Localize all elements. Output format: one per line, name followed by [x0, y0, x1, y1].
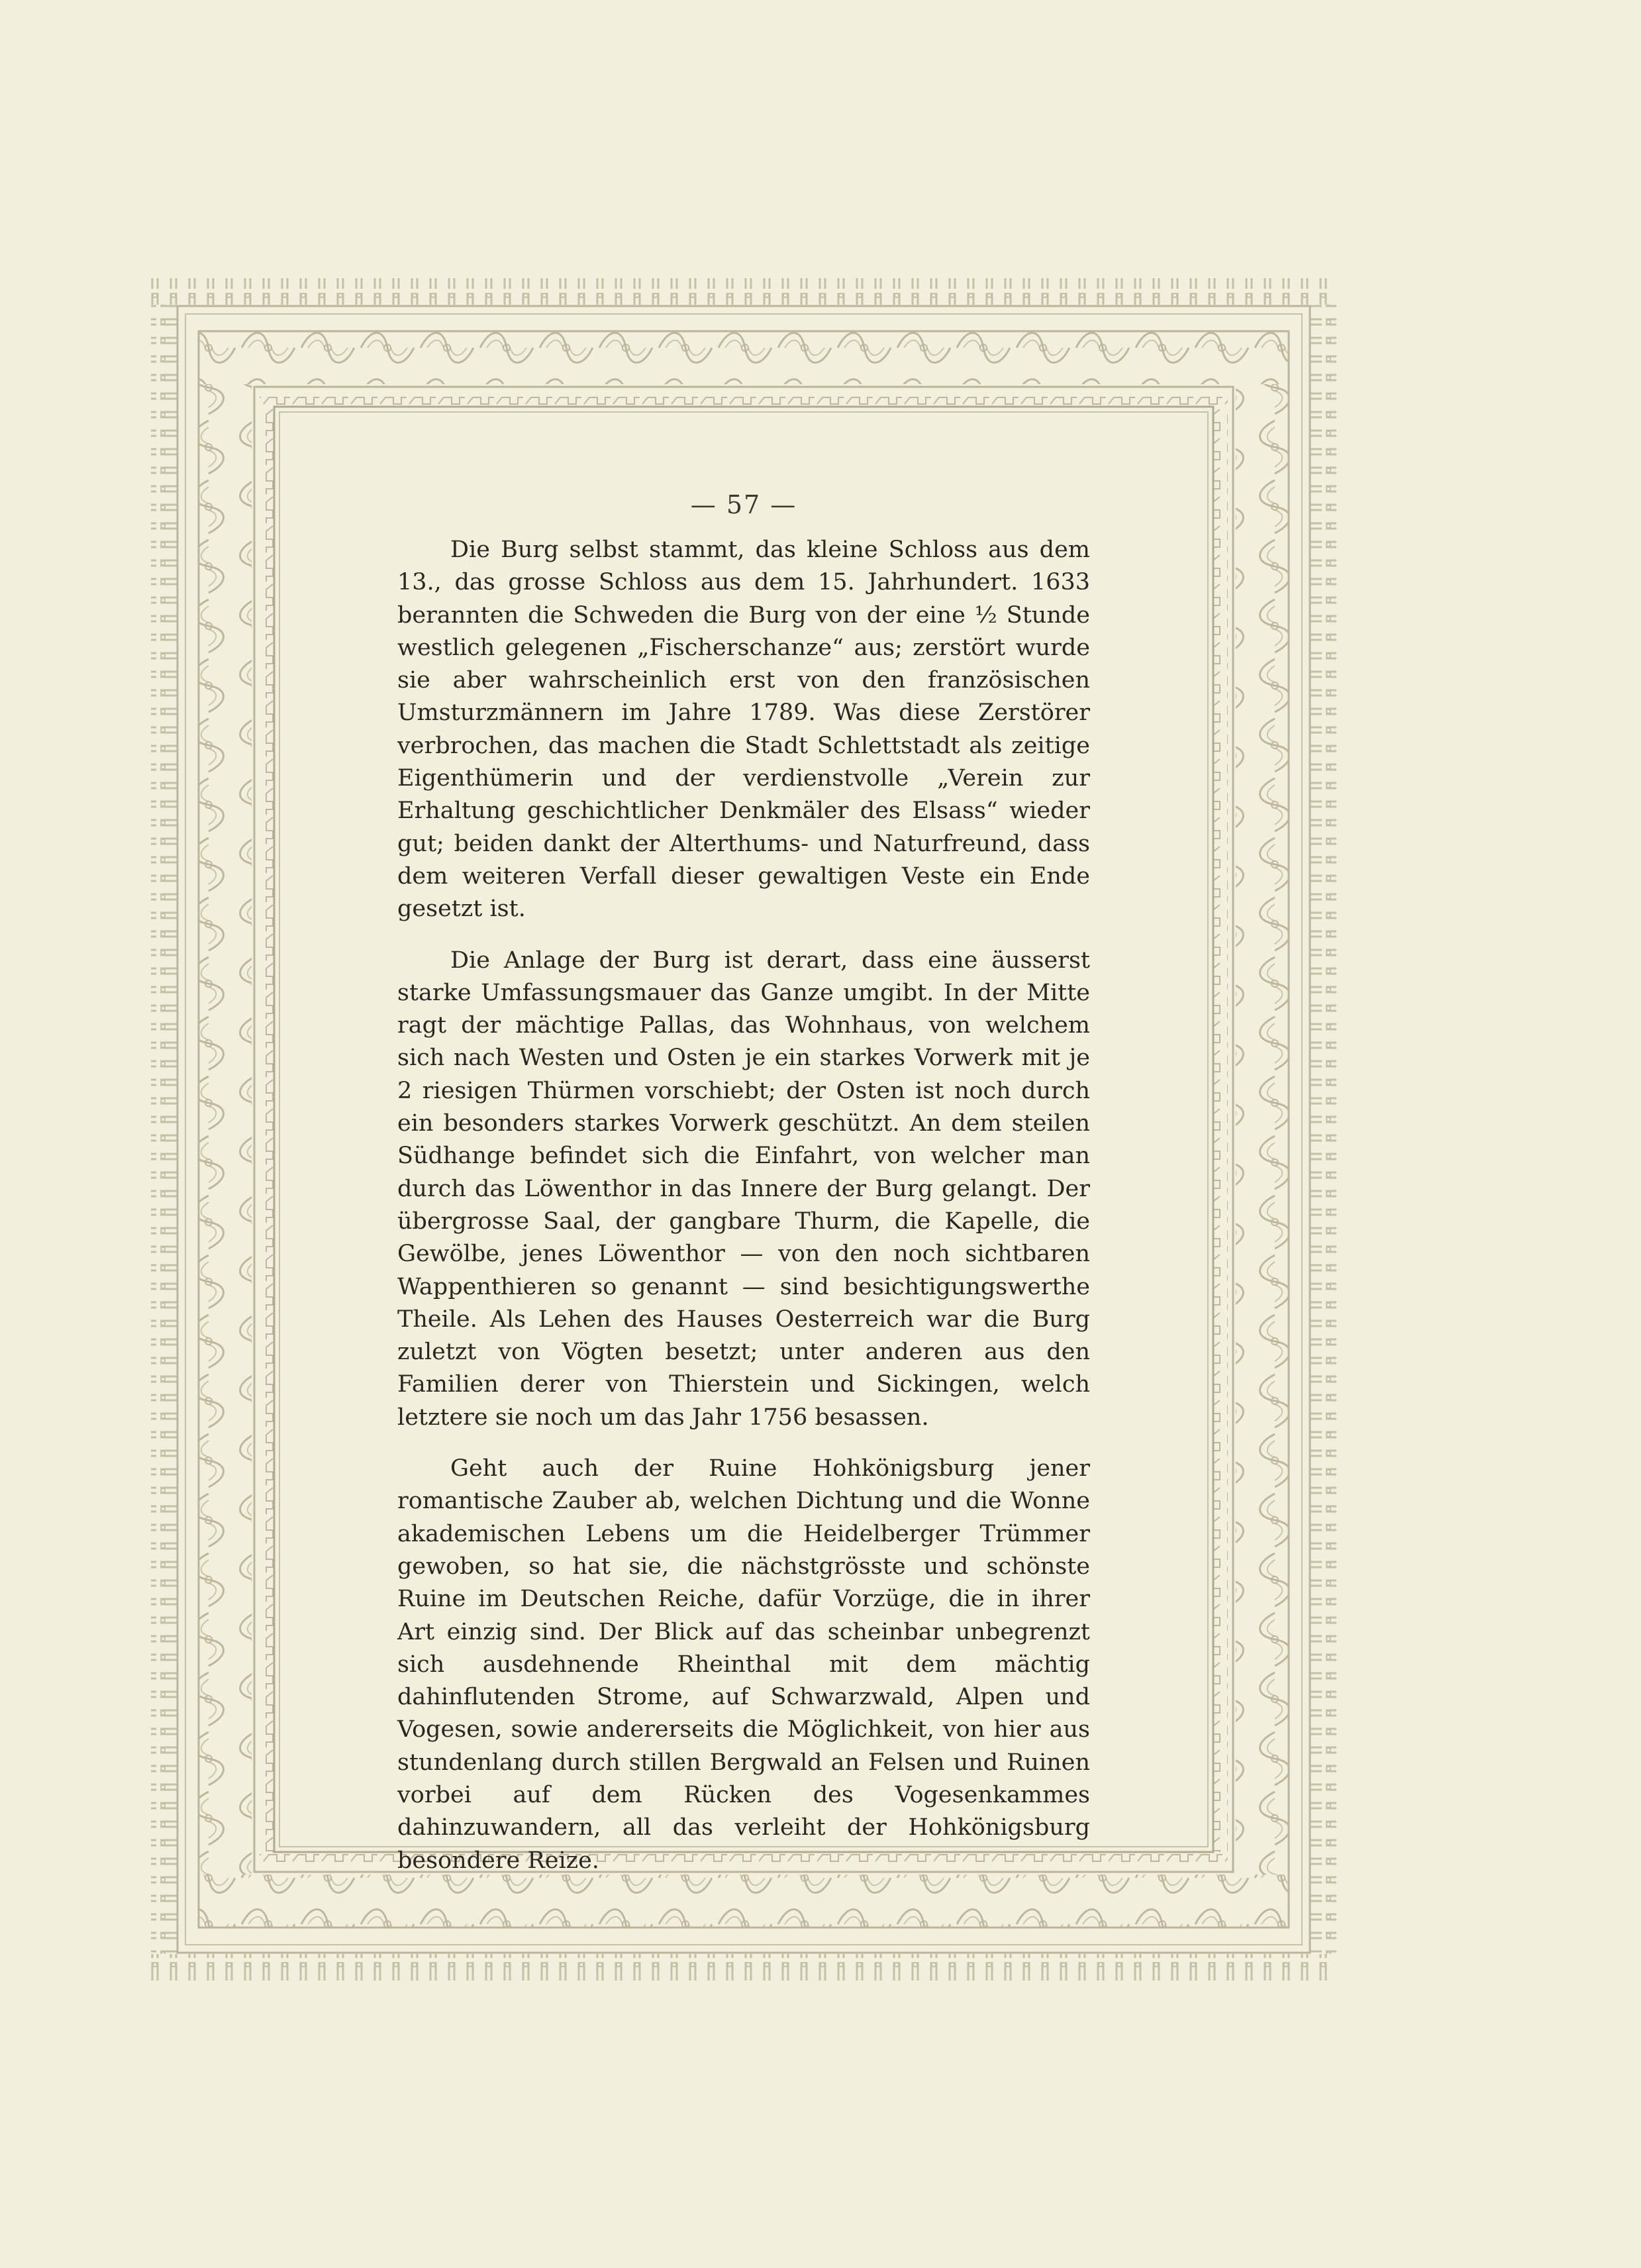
paragraph-3: Geht auch der Ruine Hohkönigsburg jener romantische Zauber ab, welchen Dichtung und die Wonne akademischen Lebens um die Heidelberger Trümmer gewoben, so hat sie, die nächstgrösste und schönste Ruine im Deutschen Reiche, dafür Vorzüge, die in ihrer Art einzig sind. Der Blick auf das scheinbar unbegrenzt sich ausdehnende Rheinthal mit dem mächtig dahinflutenden Strome, auf Schwarzwald, Alpen und Vogesen, sowie andererseits die Möglichkeit, von hier aus stundenlang durch stillen Bergwald an Felsen und Ruinen vorbei auf dem Rücken des Vogesenkammes dahinzuwandern, all das verleiht der Hohkönigsburg besondere Reize. [397, 1455, 1090, 1874]
text-block [397, 490, 1090, 1896]
page-number: — 57 — [690, 490, 797, 519]
paragraph-2: Die Anlage der Burg ist derart, dass eine äusserst starke Umfassungsmauer das Ganze umgibt. In der Mitte ragt der mächtige Pallas, das Wohnhaus, von welchem sich nach Westen und Osten je ein starkes Vorwerk mit je 2 riesigen Thürmen vorschiebt; der Osten ist noch durch ein besonders starkes Vorwerk geschützt. An dem steilen Südhange befindet sich die Einfahrt, von welcher man durch das Löwenthor in das Innere der Burg gelangt. Der übergrosse Saal, der gangbare Thurm, die Kapelle, die Gewölbe, jenes Löwenthor — von den noch sichtbaren Wappenthieren so genannt — sind besichtigungswerthe Theile. Als Lehen des Hauses Oesterreich war die Burg zuletzt von Vögten besetzt; unter anderen aus den Familien derer von Thierstein und Sickingen, welch letztere sie noch um das Jahr 1756 besassen. [397, 947, 1090, 1431]
paragraph-1: Die Burg selbst stammt, das kleine Schloss aus dem 13., das grosse Schloss aus dem 15. Jahrhundert. 1633 berannten die Schweden die Burg von der eine ½ Stunde westlich gelegenen „Fischerschanze“ aus; zerstört wurde sie aber wahrscheinlich erst von den französischen Umsturzmännern im Jahre 1789. Was diese Zerstörer verbrochen, das machen die Stadt Schlettstadt als zeitige Eigenthümerin und der verdienstvolle „Verein zur Erhaltung geschichtlicher Denkmäler des Elsass“ wieder gut; beiden dankt der Alterthums- und Naturfreund, dass dem weiteren Verfall dieser gewaltigen Veste ein Ende gesetzt ist. [397, 537, 1090, 923]
